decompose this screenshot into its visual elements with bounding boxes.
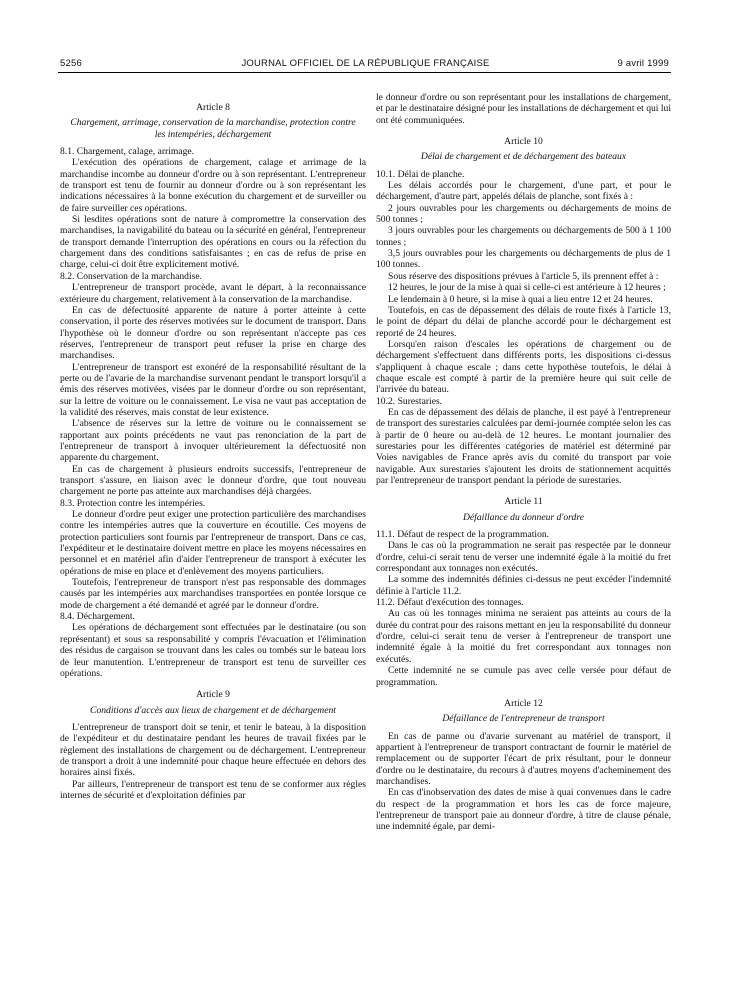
article-12-title: Article 12 — [504, 697, 543, 709]
section-10-1-heading: 10.1. Délai de planche. — [376, 168, 465, 180]
paragraph: En cas de chargement à plusieurs endroits successifs, l'entrepreneur de transport s'assure, en liaison avec le donneur d'ordre, que tout nouveau chargement ne porte pas atteinte aux marchandises déjà chargées. — [60, 463, 366, 498]
paragraph: L'entrepreneur de transport est exonéré de la responsabilité résultant de la perte ou de l'avarie de la marchandise survenant pendant le transport lorsqu'il a émis des réserves motivées, visées par le donneur d'ordre ou son représentant, sur la lettre de voiture ou le connaissement. Le visa ne vaut pas acceptation de la validité des réserves, mais constat de leur existence. — [60, 361, 366, 418]
right-column — [376, 92, 671, 833]
article-11-title: Article 11 — [504, 496, 543, 508]
paragraph: Le donneur d'ordre peut exiger une protection particulière des marchandises contre les intempéries autres que la couverture en écoutille. Ces moyens de protection particuliers sont fournis par l'entrepreneur de transport. Dans ce cas, l'expéditeur et le destinataire doivent mettre en place les moyens nécessaires en personnel et en matériel afin d'aider l'entrepreneur de transport à exécuter les opérations de mise en place et d'enlèvement des moyens particuliers. — [60, 509, 366, 577]
section-10-2-heading: 10.2. Surestaries. — [376, 395, 443, 407]
paragraph: En cas de dépassement des délais de planche, il est payé à l'entrepreneur de transport des surestaries calculées par demi-journée comptée selon les cas à partir de 0 heure ou au-delà de 12 heures. Le montant journalier des surestaries pour les différentes catégories de matériel est déterminé par Voies navigables de France après avis du comité du transport par voie navigable. Aux surestaries s'ajoutent les droits de stationnement acquittés par l'entrepreneur de transport pendant la période de surestaries. — [376, 406, 671, 486]
paragraph: L'exécution des opérations de chargement, calage et arrimage de la marchandise incombe au donneur d'ordre ou à son représentant. L'entrepreneur de transport est tenu de fournir au donneur d'ordre ou à son représentant les indications nécessaires à la bonne exécution du chargement et de surveiller ou de faire surveiller ces opérations. — [60, 157, 366, 214]
paragraph: En cas d'inobservation des dates de mise à quai convenues dans le cadre du respect de la programmation et hors les cas de force majeure, l'entrepreneur de transport paie au donneur d'ordre, à titre de clause pénale, une indemnité égale, par demi- — [376, 787, 671, 833]
paragraph: L'absence de réserves sur la lettre de voiture ou le connaissement se rapportant aux points précédents ne vaut pas renonciation de la part de l'entrepreneur de transport à invoquer ultérieurement la défectuosité non apparente du chargement. — [60, 418, 366, 464]
article-8-subtitle: Chargement, arrimage, conservation de la marchandise, protection contre les intempéries, déchargement — [70, 117, 356, 140]
article-10-subtitle: Délai de chargement et de déchargement des bateaux — [420, 151, 627, 163]
paragraph: 12 heures, le jour de la mise à quai si celle-ci est antérieure à 12 heures ; — [388, 282, 666, 294]
paragraph: Par ailleurs, l'entrepreneur de transport est tenu de se conformer aux règles internes de sécurité et d'exploitation définies par — [60, 778, 366, 801]
paragraph: 3,5 jours ouvrables pour les chargements ou déchargements de plus de 1 100 tonnes. — [376, 248, 671, 271]
page-header — [0, 0, 731, 80]
paragraph: Les opérations de déchargement sont effectuées par le destinataire (ou son représentant) et sous sa responsabilité y compris l'évacuation et l'élimination des résidus de cargaison se trouvant dans les cales ou tombés sur le bateau lors de leur manutention. L'entrepreneur de transport est tenu de surveiller ces opérations. — [60, 622, 366, 679]
article-9-subtitle: Conditions d'accès aux lieux de chargement et de déchargement — [90, 704, 336, 716]
paragraph: Dans le cas où la programmation ne serait pas respectée par le donneur d'ordre, celui-ci serait tenu de verser une indemnité égale à la moitié du fret correspondant aux tonnages non exécutés. — [376, 540, 671, 575]
paragraph: En cas de panne ou d'avarie survenant au matériel de transport, il appartient à l'entrepreneur de transport contractant de fournir le matériel de remplacement ou de supporter l'écart de prix résultant, pour le donneur d'ordre ou le destinataire, du recours à d'autres moyens d'acheminement des marchandises. — [376, 730, 671, 787]
page-number: 5256 — [60, 58, 82, 69]
paragraph: Sous réserve des dispositions prévues à l'article 5, ils prennent effet à : — [388, 270, 659, 282]
header-rule — [58, 72, 671, 73]
section-8-3-heading: 8.3. Protection contre les intempéries. — [60, 497, 206, 509]
paragraph-continued: le donneur d'ordre ou son représentant pour les installations de chargement, et par le destinataire désigné pour les installations de déchargement et qui lui ont été communiquées. — [376, 92, 672, 126]
section-8-2-heading: 8.2. Conservation de la marchandise. — [60, 270, 202, 282]
section-11-2-heading: 11.2. Défaut d'exécution des tonnages. — [376, 597, 524, 609]
paragraph: Les délais accordés pour le chargement, d'une part, et pour le déchargement, d'autre part, appelés délais de planche, sont fixés à : — [376, 180, 671, 203]
paragraph: L'entrepreneur de transport procède, avant le départ, à la reconnaissance extérieure du chargement, relativement à la conservation de la marchandise. — [60, 282, 366, 305]
left-column — [60, 92, 366, 801]
paragraph: Toutefois, en cas de dépassement des délais de route fixés à l'article 13, le point de départ du délai de planche accordé pour le déchargement est reporté de 24 heures. — [376, 304, 671, 339]
paragraph: Cette indemnité ne se cumule pas avec celle versée pour défaut de programmation. — [376, 665, 671, 688]
paragraph: 3 jours ouvrables pour les chargements ou déchargements de 500 à 1 100 tonnes ; — [376, 225, 671, 248]
article-10-title: Article 10 — [504, 136, 543, 148]
journal-title: JOURNAL OFFICIEL DE LA RÉPUBLIQUE FRANÇAISE — [241, 58, 490, 69]
paragraph: La somme des indemnités définies ci-dessus ne peut excéder l'indemnité définie à l'article 11.2. — [376, 574, 671, 597]
article-8-title: Article 8 — [196, 102, 230, 113]
paragraph: En cas de défectuosité apparente de nature à porter atteinte à cette conservation, il porte des réserves motivées sur le document de transport. Dans l'hypothèse où le donneur d'ordre ou son représentant n'accepte pas ces réserves, l'entrepreneur de transport peut refuser la prise en charge des marchandises. — [60, 304, 366, 362]
article-9-title: Article 9 — [196, 689, 230, 701]
article-11-subtitle: Défaillance du donneur d'ordre — [463, 511, 584, 523]
paragraph: Toutefois, l'entrepreneur de transport n'est pas responsable des dommages causés par les intempéries aux marchandises transportées en pontée lorsque ce mode de chargement a été demandé et agréé par le donneur d'ordre. — [60, 577, 366, 611]
article-12-subtitle: Défaillance de l'entrepreneur de transport — [442, 713, 605, 725]
paragraph: Lorsqu'en raison d'escales les opérations de chargement ou de déchargement s'effectuent dans différents ports, les dispositions ci-dessus s'appliquent à chaque escale ; dans cette hypothèse toutefois, le délai à chaque escale est compté à partir de la première heure qui suit celle de l'arrivée du bateau. — [376, 338, 671, 396]
section-11-1-heading: 11.1. Défaut de respect de la programmation. — [376, 529, 550, 541]
paragraph: Si lesdites opérations sont de nature à compromettre la conservation des marchandises, la navigabilité du bateau ou la sécurité en général, l'entrepreneur de transport demande l'interruption des opérations en cours ou la réfection du chargement dans des conditions satisfaisantes ; en cas de refus de prise en charge, celui-ci doit être explicitement motivé. — [60, 214, 366, 271]
section-8-1-heading: 8.1. Chargement, calage, arrimage. — [60, 146, 195, 158]
paragraph: Le lendemain à 0 heure, si la mise à quai a lieu entre 12 et 24 heures. — [388, 293, 653, 305]
paragraph: Au cas où les tonnages minima ne seraient pas atteints au cours de la durée du contrat pour des raisons mettant en jeu la responsabilité du donneur d'ordre, celui-ci serait tenu de verser à l'entrepreneur de transport une indemnité égale à la moitié du fret correspondant aux tonnages non exécutés. — [376, 608, 671, 665]
paragraph: L'entrepreneur de transport doit se tenir, et tenir le bateau, à la disposition de l'expéditeur et du destinataire pendant les heures de travail fixées par le règlement des installations de chargement ou de déchargement. L'entrepreneur de transport a droit à une indemnité pour chaque heure effectuée en dehors des horaires ainsi fixés. — [60, 721, 366, 779]
paragraph: 2 jours ouvrables pour les chargements ou déchargements de moins de 500 tonnes ; — [376, 202, 671, 226]
issue-date: 9 avril 1999 — [617, 58, 669, 69]
section-8-4-heading: 8.4. Déchargement. — [60, 611, 135, 623]
